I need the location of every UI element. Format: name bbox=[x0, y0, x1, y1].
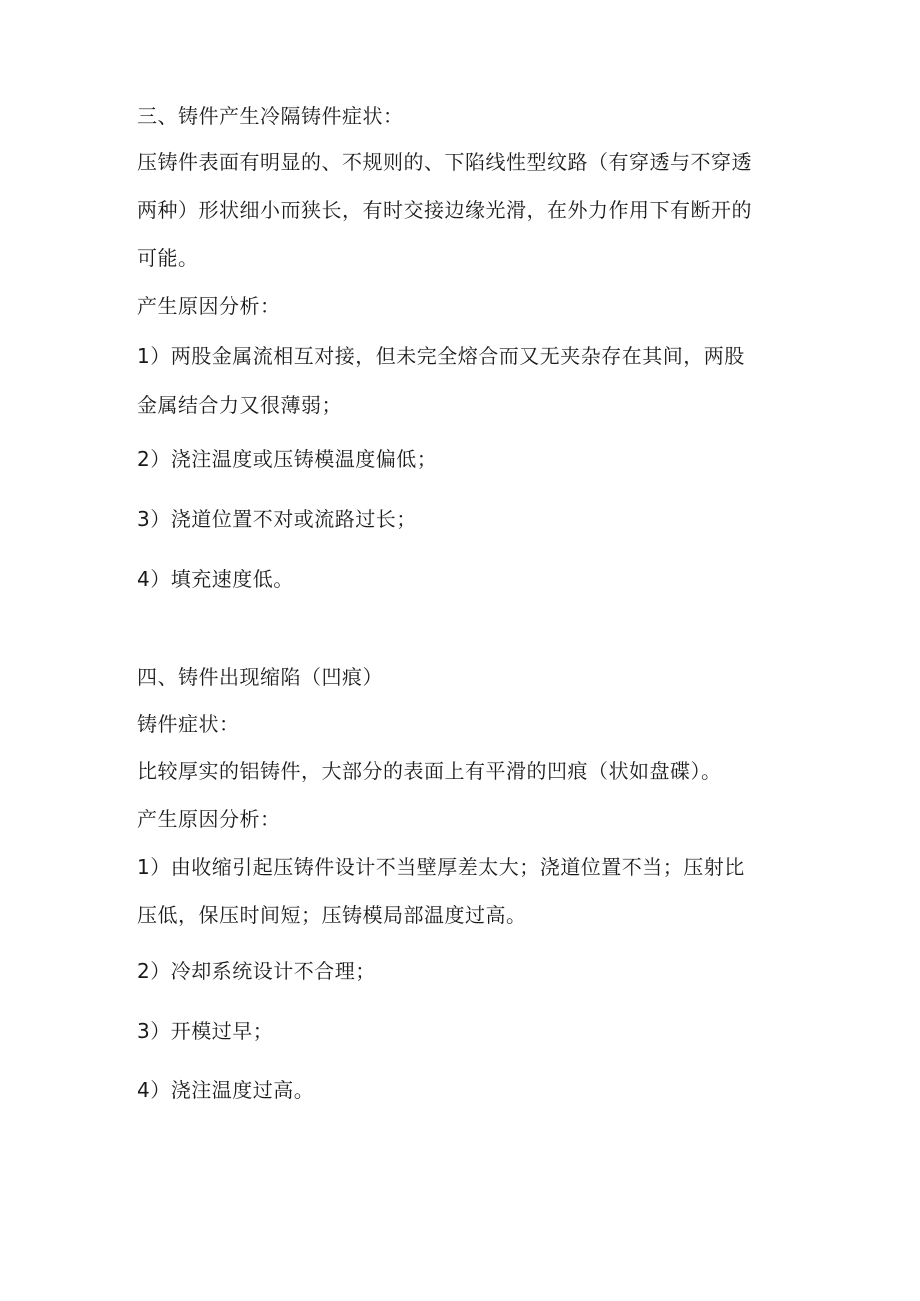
section-4-cause-2: 2）冷却系统设计不合理； bbox=[137, 959, 376, 983]
section-3-cause-4: 4）填充速度低。 bbox=[137, 567, 294, 591]
section-3-cause-3: 3）浇道位置不对或流路过长； bbox=[137, 507, 417, 531]
section-4-cause-1-line-1: 1）由收缩引起压铸件设计不当壁厚差太大；浇道位置不当；压射比 bbox=[137, 855, 745, 879]
section-4-symptom-heading: 铸件症状： bbox=[137, 712, 240, 736]
section-3-symptom-line-1: 压铸件表面有明显的、不规则的、下陷线性型纹路（有穿透与不穿透 bbox=[137, 150, 752, 174]
section-4-cause-heading: 产生原因分析： bbox=[137, 807, 281, 831]
section-4-cause-4: 4）浇注温度过高。 bbox=[137, 1078, 315, 1102]
section-3-heading: 三、铸件产生冷隔铸件症状： bbox=[137, 104, 404, 128]
section-3-symptom-line-2: 两种）形状细小而狭长，有时交接边缘光滑，在外力作用下有断开的 bbox=[137, 198, 752, 222]
section-4-cause-1-line-2: 压低，保压时间短；压铸模局部温度过高。 bbox=[137, 903, 527, 927]
section-3-cause-heading: 产生原因分析： bbox=[137, 294, 281, 318]
section-3-cause-2: 2）浇注温度或压铸模温度偏低； bbox=[137, 447, 438, 471]
section-3-symptom-line-3: 可能。 bbox=[137, 246, 199, 270]
section-4-symptom: 比较厚实的铝铸件，大部分的表面上有平滑的凹痕（状如盘碟）。 bbox=[137, 759, 722, 783]
section-4-cause-3: 3）开模过早； bbox=[137, 1019, 274, 1043]
section-3-cause-1-line-2: 金属结合力又很薄弱； bbox=[137, 393, 342, 417]
section-4-heading: 四、铸件出现缩陷（凹痕） bbox=[137, 665, 383, 689]
section-3-cause-1-line-1: 1）两股金属流相互对接，但未完全熔合而又无夹杂存在其间，两股 bbox=[137, 344, 745, 368]
